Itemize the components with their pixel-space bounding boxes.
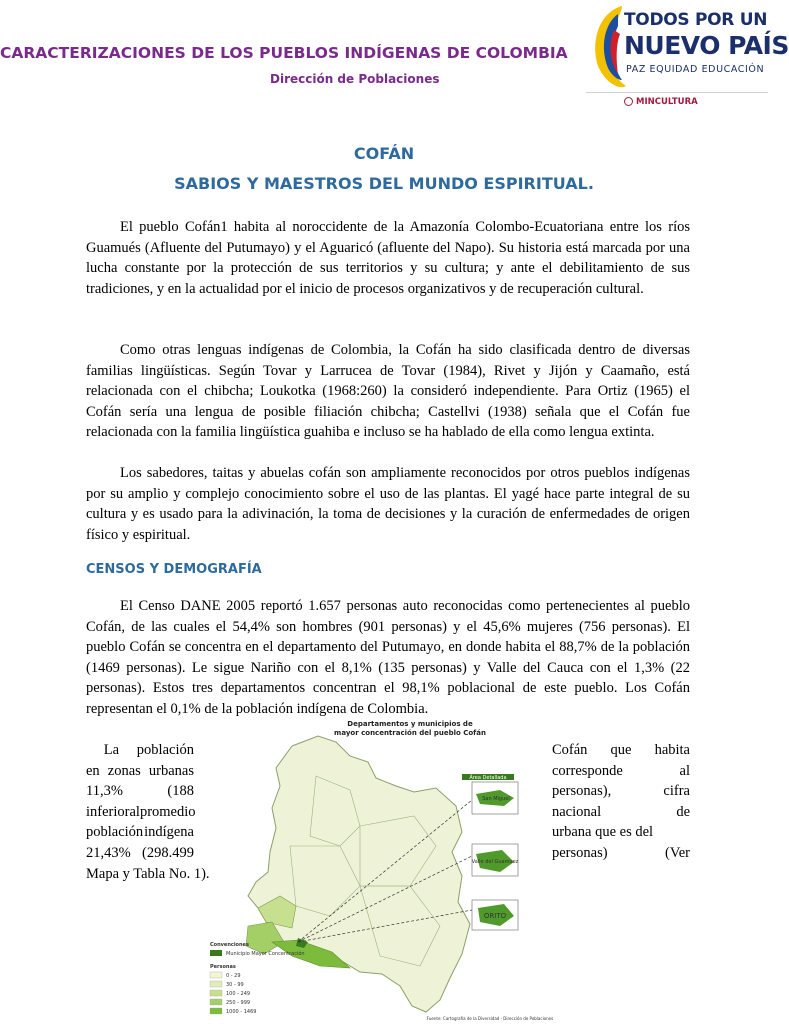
right-column-word: al [679, 762, 690, 779]
legend-range-label: 100 - 249 [226, 991, 251, 997]
left-column-line [86, 822, 194, 843]
legend-swatch [210, 981, 222, 987]
left-column-word: (298.499 [142, 844, 194, 861]
town-orito: ORITO [483, 912, 507, 920]
right-column-line [552, 781, 690, 802]
right-column-word: personas) [552, 844, 608, 861]
legend-range-label: 0 - 29 [226, 973, 241, 979]
left-column-word: La [103, 742, 120, 758]
legend-ranges [210, 972, 256, 1015]
left-column-word: (188 [167, 783, 194, 800]
ministry-label: MINCULTURA [636, 97, 698, 107]
header-divider [586, 92, 768, 93]
legend-swatch [210, 972, 222, 978]
left-column-line [86, 843, 194, 864]
left-column-word: 21,43% [86, 844, 131, 861]
right-column-line [552, 822, 690, 843]
mincultura-seal-icon [624, 97, 633, 106]
right-column-word: urbana que es del [552, 824, 654, 841]
left-column-word: población [86, 824, 144, 841]
left-column-word: indígena [144, 824, 194, 841]
right-column-word: personas), [552, 783, 612, 800]
right-column-word: corresponde [552, 762, 623, 779]
left-column-word: en [86, 762, 100, 779]
legend-swatch [210, 999, 222, 1005]
left-column-line [86, 761, 194, 782]
left-column-word: inferior [86, 803, 130, 820]
town-san-miguel: San Miguel [482, 796, 510, 802]
right-column-line [552, 761, 690, 782]
text-column-right [552, 740, 690, 864]
paragraph-intro: El pueblo Cofán1 habita al noroccidente de la Amazonía Colombo-Ecuatoriana entre los ríos Guamués (Afluente del Putumayo) y el Aguaricó (afluente del Napo). Su historia está marcada por una lucha constante por la protección de sus territorios y su cultura; y ante el debilitamiento de sus tradiciones, y en la actualidad por el inicio de procesos organizativos y de recuperación cultural. [86, 219, 690, 297]
paragraph-knowledge: Los sabedores, taitas y abuelas cofán son ampliamente reconocidos por otros pueblos indígenas por su amplio y complejo conocimiento sobre el uso de las plantas. El yagé hace parte integral de su cultura y es usado para la adivinación, la toma de decisiones y la curación de enfermedades de origen físico y espiritual. [86, 465, 690, 543]
town-valle-guamuez: Valle del Guamuez [471, 859, 519, 865]
right-column-line [552, 802, 690, 823]
legend-range-label: 250 - 999 [226, 1000, 251, 1006]
right-column-word: habita [654, 742, 690, 758]
colombia-map-shape [248, 736, 470, 1012]
left-column-line [86, 864, 210, 885]
right-column-word: (Ver [665, 844, 690, 861]
left-column-word: 11,3% [86, 783, 123, 800]
paragraph-census: El Censo DANE 2005 reportó 1.657 personas auto reconocidas como pertenecientes al pueblo Cofán, de las cuales el 54,4% son hombres (901 personas) y el 45,6% mujeres (756 personas). El pueblo Cofán se concentra en el departamento del Putumayo, en donde habita el 88,7% de la población (1469 personas). Le sigue Nariño con el 8,1% (135 personas) y Valle del Cauca con el 1,3% (22 personas). Estos tres departamentos concentran el 98,1% poblacional de este pueblo. Los Cofán representan el 0,1% de la población indígena de Colombia. [86, 598, 690, 717]
right-column-word: cifra [663, 783, 690, 800]
document-title: COFÁN [353, 144, 415, 163]
document-subtitle: SABIOS Y MAESTROS DEL MUNDO ESPIRITUAL. [174, 174, 594, 193]
header-subtitle: Dirección de Poblaciones [270, 72, 440, 86]
left-column-word: al [129, 803, 140, 820]
left-column-line [86, 781, 194, 802]
left-column-word: Mapa y Tabla No. 1). [86, 865, 210, 882]
legend-title: Convenciones [210, 942, 249, 948]
right-column-word: Cofán [552, 742, 588, 758]
legend-municipio: Municipio Mayor Concentración [226, 951, 305, 957]
right-column-word: que [610, 742, 632, 758]
paragraph-language: Como otras lenguas indígenas de Colombia, la Cofán ha sido clasificada dentro de diversas familias lingüísticas. Según Tovar y Larrucea de Tovar (1984), Rivet y Jijón y Caamaño, está relacionada con el chibcha; Loukotka (1968:260) la consideró independiente. Para Ortiz (1965) el Cofán sería una lengua de posible filiación chibcha; Castellvi (1938) señala que el Cofán fue relacionada con la familia lingüística guahiba e incluso se ha hablado de ella como lengua extinta. [86, 342, 690, 441]
section-heading: CENSOS Y DEMOGRAFÍA [86, 562, 262, 577]
left-column-word: promedio [139, 803, 196, 820]
logo-line2: NUEVO PAÍS [624, 31, 789, 60]
map-title-line2: mayor concentración del pueblo Cofán [334, 729, 486, 737]
header-title: CARACTERIZACIONES DE LOS PUEBLOS INDÍGENAS DE COLOMBIA [0, 44, 568, 62]
legend-persons-title: Personas [210, 964, 236, 970]
legend-range-label: 30 - 99 [226, 982, 244, 988]
right-column-word: de [676, 803, 690, 820]
colombia-map-figure [200, 716, 554, 1024]
right-column-line [552, 843, 690, 864]
map-source: Fuente: Cartografía de la Diversidad - Dirección de Poblaciones [426, 1016, 554, 1021]
detail-area-label: Área Detallada [469, 775, 507, 781]
logo-line3: PAZ EQUIDAD EDUCACIÓN [626, 64, 765, 75]
right-column-word: nacional [552, 803, 602, 820]
logo-line1: TODOS POR UN [624, 10, 768, 30]
left-column-word: zonas [107, 762, 141, 779]
map-title-line1: Departamentos y municipios de [347, 720, 473, 728]
left-column-word: urbanas [148, 762, 194, 779]
right-column-line [552, 740, 690, 761]
left-column-word: población [136, 742, 194, 758]
legend-swatch [210, 1008, 222, 1014]
left-column-line [86, 740, 194, 761]
legend-swatch [210, 990, 222, 996]
text-column-left [86, 740, 210, 884]
legend-range-label: 1000 - 1469 [226, 1009, 257, 1015]
left-column-line [86, 802, 194, 823]
